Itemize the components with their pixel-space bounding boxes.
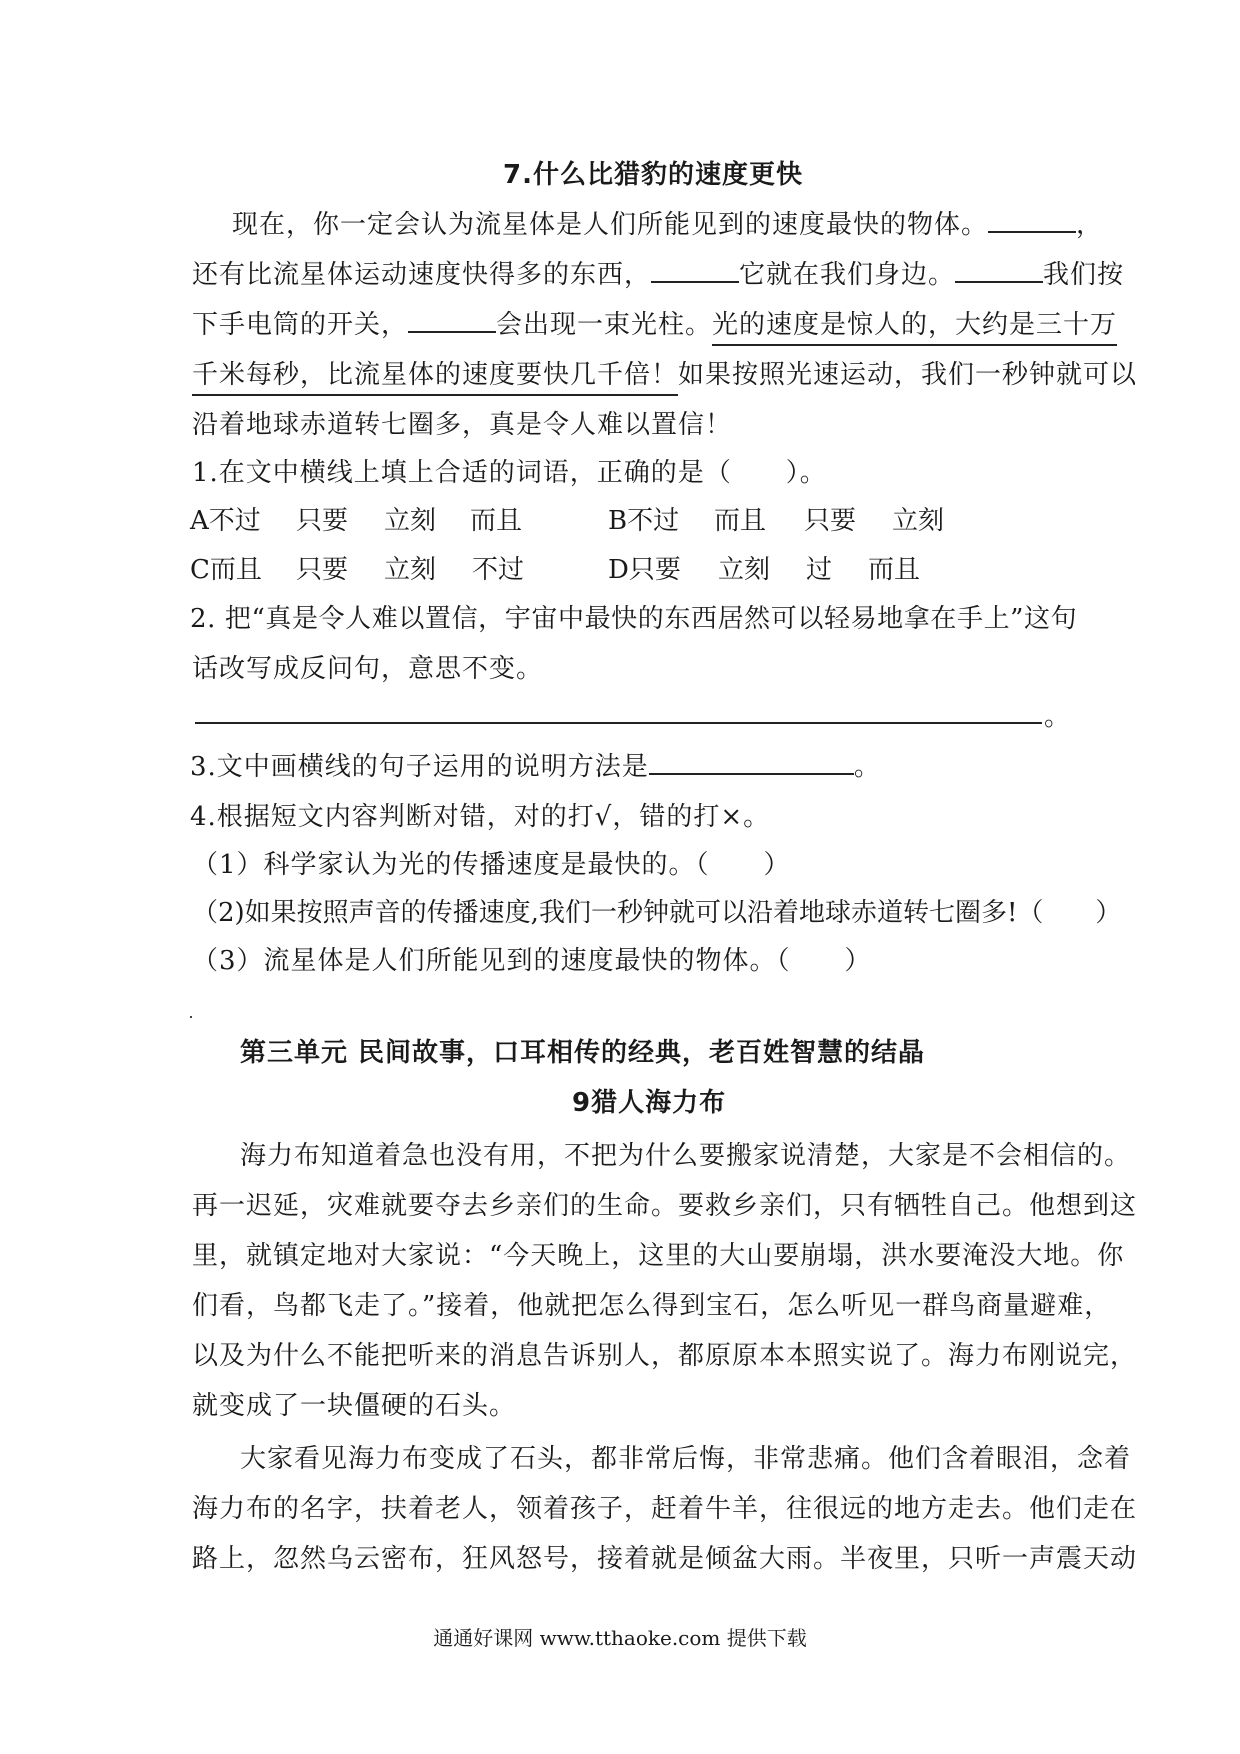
fill-blank[interactable]	[955, 280, 1043, 283]
story-line: 里，就镇定地对大家说：“今天晚上，这里的大山要崩塌，洪水要淹没大地。你	[192, 1241, 1125, 1271]
option-word: 只要	[628, 555, 681, 585]
option-word: 立刻	[718, 555, 771, 585]
lesson-title: 7.什么比猎豹的速度更快	[503, 160, 803, 190]
story-line: 海力布的名字，扶着老人，领着孩子，赶着牛羊，往很远的地方走去。他们走在	[192, 1494, 1138, 1524]
passage-text: 会出现一束光柱。	[496, 310, 713, 340]
option-word: 只要	[804, 506, 857, 536]
option-a[interactable]	[190, 508, 261, 534]
option-letter: A	[190, 506, 209, 536]
option-word: 只要	[296, 506, 349, 536]
option-word: 过	[806, 555, 833, 585]
option-letter: D	[608, 555, 629, 585]
question-2-stem: 话改写成反问句，意思不变。	[192, 654, 544, 684]
option-word: 而且	[470, 506, 523, 536]
passage-text: ，	[1076, 210, 1104, 240]
unit-heading: 第三单元 民间故事，口耳相传的经典，老百姓智慧的结晶	[240, 1038, 926, 1068]
passage-text: 我们按	[1043, 260, 1125, 290]
option-c[interactable]	[190, 557, 262, 583]
option-b[interactable]	[608, 508, 679, 534]
underlined-sentence: 千米每秒，比流星体的速度要快几千倍！	[192, 360, 678, 396]
passage-line: 沿着地球赤道转七圈多，真是令人难以置信！	[192, 410, 733, 440]
story-line: 路上，忽然乌云密布，狂风怒号，接着就是倾盆大雨。半夜里，只听一声震天动	[192, 1544, 1138, 1574]
story-line: 再一迟延，灾难就要夺去乡亲们的生命。要救乡亲们，只有牺牲自己。他想到这	[192, 1191, 1138, 1221]
fill-blank[interactable]	[988, 230, 1076, 233]
judgment-item[interactable]: （2)如果按照声音的传播速度,我们一秒钟就可以沿着地球赤道转七圈多!（ ）	[192, 898, 1122, 928]
story-line: 就变成了一块僵硬的石头。	[192, 1391, 517, 1421]
scan-speck	[190, 1016, 192, 1018]
lesson-title: 9猎人海力布	[572, 1088, 727, 1118]
story-line: 大家看见海力布变成了石头，都非常后悔，非常悲痛。他们含着眼泪，念着	[240, 1444, 1132, 1474]
option-word: 不过	[627, 506, 680, 536]
passage-line	[192, 312, 1117, 338]
passage-text: 现在，你一定会认为流星体是人们所能见到的速度最快的物体。	[232, 210, 989, 240]
story-line: 海力布知道着急也没有用，不把为什么要搬家说清楚，大家是不会相信的。	[240, 1141, 1132, 1171]
question-3-text: 。	[853, 752, 881, 782]
option-word: 而且	[868, 555, 921, 585]
option-letter: C	[190, 555, 210, 585]
passage-text: 它就在我们身边。	[739, 260, 956, 290]
option-letter: B	[608, 506, 628, 536]
answer-blank[interactable]	[649, 772, 854, 775]
option-word: 而且	[714, 506, 767, 536]
footer-credit: 通通好课网 www.tthaoke.com 提供下载	[433, 1626, 807, 1650]
question-2-stem: 2. 把“真是令人难以置信，宇宙中最快的东西居然可以轻易地拿在手上”这句	[190, 604, 1078, 634]
passage-line	[192, 362, 1137, 388]
answer-end-mark: 。	[1044, 702, 1072, 732]
question-3-text: 3.文中画横线的句子运用的说明方法是	[190, 752, 649, 782]
option-word: 立刻	[892, 506, 945, 536]
story-line: 们看，鸟都飞走了。”接着，他就把怎么得到宝石，怎么听见一群鸟商量避难，	[192, 1291, 1112, 1321]
option-word: 立刻	[384, 555, 437, 585]
question-3	[190, 754, 881, 780]
question-1-stem: 1.在文中横线上填上合适的词语，正确的是（ ）。	[192, 458, 827, 488]
option-word: 不过	[208, 506, 261, 536]
story-line: 以及为什么不能把听来的消息告诉别人，都原原本本照实说了。海力布刚说完，	[192, 1341, 1138, 1371]
fill-blank[interactable]	[408, 330, 496, 333]
option-word: 不过	[472, 555, 525, 585]
passage-text: 还有比流星体运动速度快得多的东西，	[192, 260, 652, 290]
option-word: 而且	[209, 555, 262, 585]
passage-line	[192, 262, 1124, 288]
passage-line	[232, 212, 1103, 238]
option-d[interactable]	[608, 557, 681, 583]
fill-blank[interactable]	[651, 280, 739, 283]
passage-text: 如果按照光速运动，我们一秒钟就可以	[678, 360, 1138, 390]
judgment-item[interactable]: （3）流星体是人们所能见到的速度最快的物体。（ ）	[192, 946, 872, 976]
underlined-sentence: 光的速度是惊人的，大约是三十万	[712, 310, 1117, 346]
judgment-item[interactable]: （1）科学家认为光的传播速度是最快的。（ ）	[192, 850, 791, 880]
option-word: 只要	[296, 555, 349, 585]
option-word: 立刻	[384, 506, 437, 536]
question-4-stem: 4.根据短文内容判断对错，对的打√，错的打×。	[190, 802, 771, 832]
answer-line[interactable]	[195, 722, 1042, 724]
passage-text: 下手电筒的开关，	[192, 310, 409, 340]
